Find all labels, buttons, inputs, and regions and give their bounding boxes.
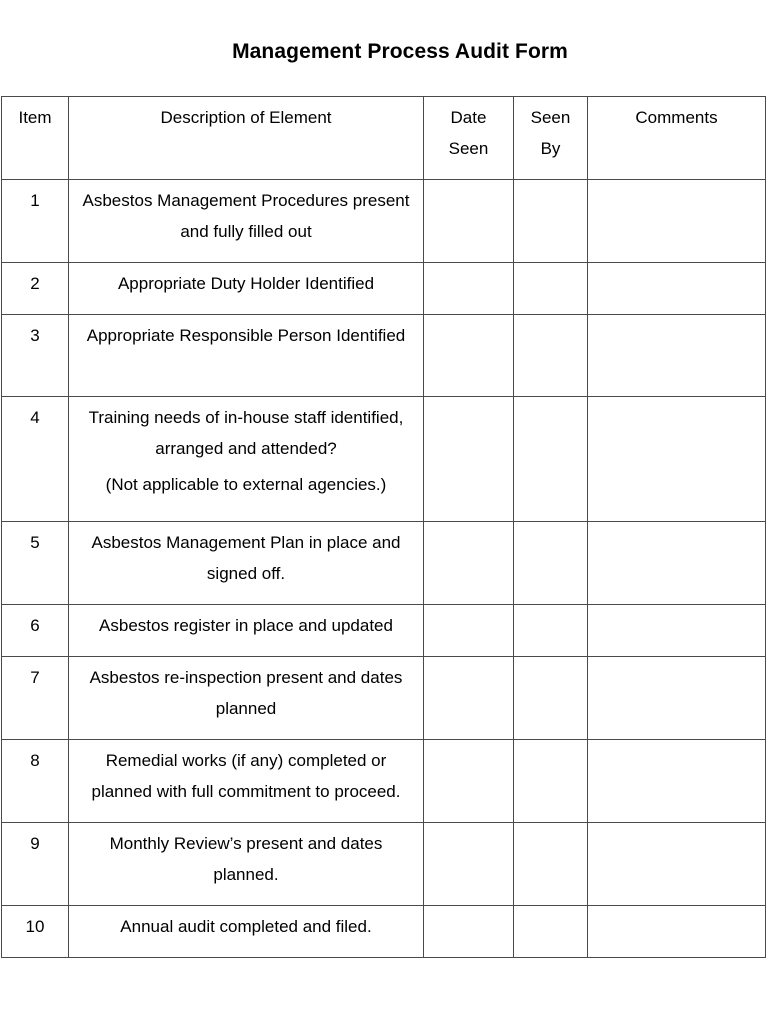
table-row xyxy=(2,657,766,740)
table-row xyxy=(2,823,766,906)
cell-description: Annual audit completed and filed. xyxy=(69,906,424,958)
cell-seen-by[interactable] xyxy=(514,315,588,397)
cell-comments[interactable] xyxy=(588,315,766,397)
header-item: Item xyxy=(2,97,69,180)
table-row xyxy=(2,397,766,522)
cell-item: 2 xyxy=(2,263,69,315)
header-date-seen-line1: Date xyxy=(450,108,487,127)
table-row xyxy=(2,263,766,315)
cell-item: 5 xyxy=(2,522,69,605)
cell-seen-by[interactable] xyxy=(514,906,588,958)
cell-item: 10 xyxy=(2,906,69,958)
cell-date-seen[interactable] xyxy=(424,823,514,906)
header-comments: Comments xyxy=(588,97,766,180)
audit-table xyxy=(1,96,766,958)
cell-item: 9 xyxy=(2,823,69,906)
cell-date-seen[interactable] xyxy=(424,263,514,315)
cell-item: 7 xyxy=(2,657,69,740)
cell-date-seen[interactable] xyxy=(424,906,514,958)
cell-description: Asbestos register in place and updated xyxy=(69,605,424,657)
cell-description: Monthly Review’s present and dates planned. xyxy=(69,823,424,906)
table-row xyxy=(2,522,766,605)
cell-comments[interactable] xyxy=(588,740,766,823)
cell-description: Asbestos Management Procedures present and fully filled out xyxy=(69,180,424,263)
cell-description: Appropriate Responsible Person Identified xyxy=(69,315,424,397)
cell-comments[interactable] xyxy=(588,823,766,906)
cell-seen-by[interactable] xyxy=(514,605,588,657)
cell-date-seen[interactable] xyxy=(424,397,514,522)
cell-item: 1 xyxy=(2,180,69,263)
cell-description-text: Training needs of in-house staff identified, arranged and attended? xyxy=(88,408,404,458)
cell-description: Appropriate Duty Holder Identified xyxy=(69,263,424,315)
header-seen-by-line2: By xyxy=(540,139,561,158)
cell-seen-by[interactable] xyxy=(514,397,588,522)
header-date-seen xyxy=(424,97,514,180)
cell-comments[interactable] xyxy=(588,263,766,315)
cell-seen-by[interactable] xyxy=(514,740,588,823)
cell-description: Asbestos Management Plan in place and signed off. xyxy=(69,522,424,605)
header-seen-by-line1: Seen xyxy=(530,108,571,127)
cell-item: 8 xyxy=(2,740,69,823)
table-row xyxy=(2,605,766,657)
cell-comments[interactable] xyxy=(588,657,766,740)
cell-comments[interactable] xyxy=(588,522,766,605)
cell-seen-by[interactable] xyxy=(514,180,588,263)
cell-date-seen[interactable] xyxy=(424,522,514,605)
cell-date-seen[interactable] xyxy=(424,315,514,397)
cell-item: 4 xyxy=(2,397,69,522)
cell-date-seen[interactable] xyxy=(424,180,514,263)
cell-comments[interactable] xyxy=(588,180,766,263)
table-header-row xyxy=(2,97,766,180)
cell-seen-by[interactable] xyxy=(514,657,588,740)
cell-description: Asbestos re-inspection present and dates planned xyxy=(69,657,424,740)
cell-description: Remedial works (if any) completed or planned with full commitment to proceed. xyxy=(69,740,424,823)
cell-seen-by[interactable] xyxy=(514,522,588,605)
cell-seen-by[interactable] xyxy=(514,823,588,906)
cell-date-seen[interactable] xyxy=(424,740,514,823)
cell-date-seen[interactable] xyxy=(424,657,514,740)
table-row xyxy=(2,315,766,397)
cell-item: 6 xyxy=(2,605,69,657)
cell-item: 3 xyxy=(2,315,69,397)
cell-comments[interactable] xyxy=(588,397,766,522)
header-description: Description of Element xyxy=(69,97,424,180)
page-title: Management Process Audit Form xyxy=(232,40,568,63)
table-row xyxy=(2,180,766,263)
cell-description xyxy=(69,397,424,522)
cell-comments[interactable] xyxy=(588,906,766,958)
cell-description-note: (Not applicable to external agencies.) xyxy=(105,475,387,494)
header-date-seen-line2: Seen xyxy=(448,139,489,158)
table-row xyxy=(2,906,766,958)
cell-comments[interactable] xyxy=(588,605,766,657)
table-row xyxy=(2,740,766,823)
cell-seen-by[interactable] xyxy=(514,263,588,315)
header-seen-by xyxy=(514,97,588,180)
cell-date-seen[interactable] xyxy=(424,605,514,657)
